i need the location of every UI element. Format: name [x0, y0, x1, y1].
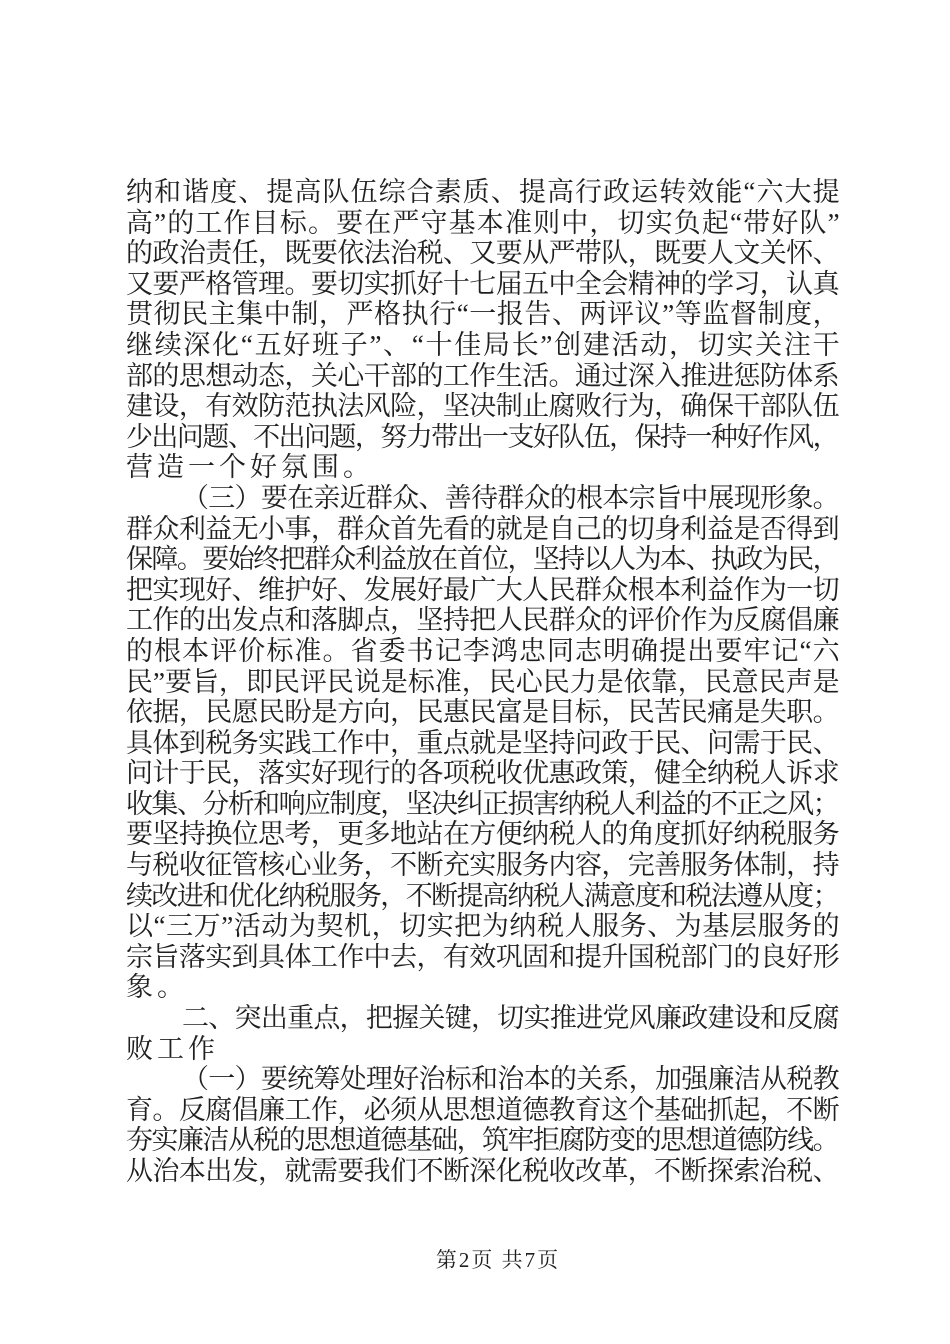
text-line: 保障。要始终把群众利益放在首位，坚持以人为本、执政为民，	[126, 544, 838, 575]
text-line: 要坚持换位思考，更多地站在方便纳税人的角度抓好纳税服务	[126, 819, 838, 850]
document-body	[126, 177, 838, 1187]
text-line: 的根本评价标准。省委书记李鸿忠同志明确提出要牢记“六	[126, 635, 838, 666]
text-line: 民”要旨，即民评民说是标准，民心民力是依靠，民意民声是	[126, 666, 838, 697]
text-line: 继续深化“五好班子”、“十佳局长”创建活动，切实关注干	[126, 329, 838, 360]
text-line: 建设，有效防范执法风险，坚决制止腐败行为，确保干部队伍	[126, 391, 838, 422]
text-line: （三）要在亲近群众、善待群众的根本宗旨中展现形象。	[182, 482, 838, 513]
text-line: 象。	[126, 972, 188, 1003]
text-line: 与税收征管核心业务，不断充实服务内容，完善服务体制，持	[126, 850, 838, 881]
text-line: 收集、分析和响应制度，坚决纠正损害纳税人利益的不正之风；	[126, 788, 838, 819]
text-line: 二、突出重点，把握关键，切实推进党风廉政建设和反腐	[182, 1003, 838, 1034]
text-line: 的政治责任，既要依法治税、又要从严带队，既要人文关怀、	[126, 238, 838, 269]
text-line: （一）要统筹处理好治标和治本的关系，加强廉洁从税教	[182, 1064, 838, 1095]
text-line: 贯彻民主集中制，严格执行“一报告、两评议”等监督制度，	[126, 299, 838, 330]
text-line: 群众利益无小事，群众首先看的就是自己的切身利益是否得到	[126, 513, 838, 544]
text-line: 又要严格管理。要切实抓好十七届五中全会精神的学习，认真	[126, 268, 838, 299]
text-line: 高”的工作目标。要在严守基本准则中，切实负起“带好队”	[126, 207, 838, 238]
text-line: 具体到税务实践工作中，重点就是坚持问政于民、问需于民、	[126, 727, 838, 758]
text-line: 问计于民，落实好现行的各项税收优惠政策，健全纳税人诉求	[126, 758, 838, 789]
text-line: 宗旨落实到具体工作中去，有效巩固和提升国税部门的良好形	[126, 941, 838, 972]
text-line: 工作的出发点和落脚点，坚持把人民群众的评价作为反腐倡廉	[126, 605, 838, 636]
text-line: 营造一个好氛围。	[126, 452, 374, 483]
page-number-label: 第2页 共7页	[435, 1248, 561, 1272]
text-line: 以“三万”活动为契机，切实把为纳税人服务、为基层服务的	[126, 911, 838, 942]
text-line: 夯实廉洁从税的思想道德基础，筑牢拒腐防变的思想道德防线。	[126, 1125, 838, 1156]
text-line: 纳和谐度、提高队伍综合素质、提高行政运转效能“六大提	[126, 177, 838, 207]
text-line: 把实现好、维护好、发展好最广大人民群众根本利益作为一切	[126, 574, 838, 605]
text-line: 依据，民愿民盼是方向，民惠民富是目标，民苦民痛是失职。	[126, 697, 838, 728]
text-line: 部的思想动态，关心干部的工作生活。通过深入推进惩防体系	[126, 360, 838, 391]
text-line: 败工作	[126, 1033, 219, 1064]
text-line: 育。反腐倡廉工作，必须从思想道德教育这个基础抓起，不断	[126, 1094, 838, 1125]
page-footer	[0, 1244, 950, 1274]
text-line: 续改进和优化纳税服务，不断提高纳税人满意度和税法遵从度；	[126, 880, 838, 911]
text-line: 从治本出发，就需要我们不断深化税收改革，不断探索治税、	[126, 1156, 838, 1186]
text-line: 少出问题、不出问题，努力带出一支好队伍，保持一种好作风，	[126, 421, 838, 452]
